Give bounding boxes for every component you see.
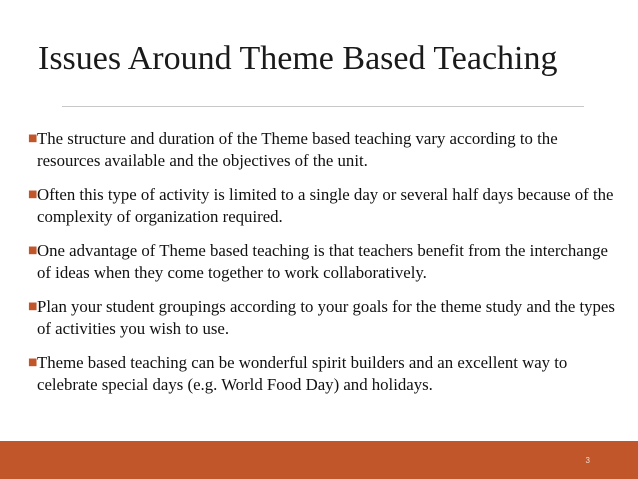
bullet-text: Often this type of activity is limited to a single day or several half days because of the complexity of organization required. <box>37 185 614 226</box>
bullet-item <box>28 128 618 171</box>
bullet-list <box>28 128 618 408</box>
bullet-item <box>28 184 618 227</box>
square-bullet-icon: ■ <box>28 133 38 144</box>
square-bullet-icon: ■ <box>28 245 38 256</box>
bullet-text: Plan your student groupings according to your goals for the theme study and the types of activities you wish to use. <box>37 297 615 338</box>
slide-title: Issues Around Theme Based Teaching <box>38 40 558 77</box>
square-bullet-icon: ■ <box>28 301 38 312</box>
title-divider <box>62 106 584 107</box>
bullet-item <box>28 296 618 339</box>
slide-number: 3 <box>585 456 590 465</box>
square-bullet-icon: ■ <box>28 189 38 200</box>
bullet-text: The structure and duration of the Theme based teaching vary according to the resources available and the objectives of the unit. <box>37 129 558 170</box>
bullet-item <box>28 240 618 283</box>
square-bullet-icon: ■ <box>28 357 38 368</box>
footer-band <box>0 441 638 479</box>
bullet-item <box>28 352 618 395</box>
bullet-text: One advantage of Theme based teaching is that teachers benefit from the interchange of ideas when they come together to work collaboratively. <box>37 241 608 282</box>
bullet-text: Theme based teaching can be wonderful spirit builders and an excellent way to celebrate special days (e.g. World Food Day) and holidays. <box>37 353 568 394</box>
